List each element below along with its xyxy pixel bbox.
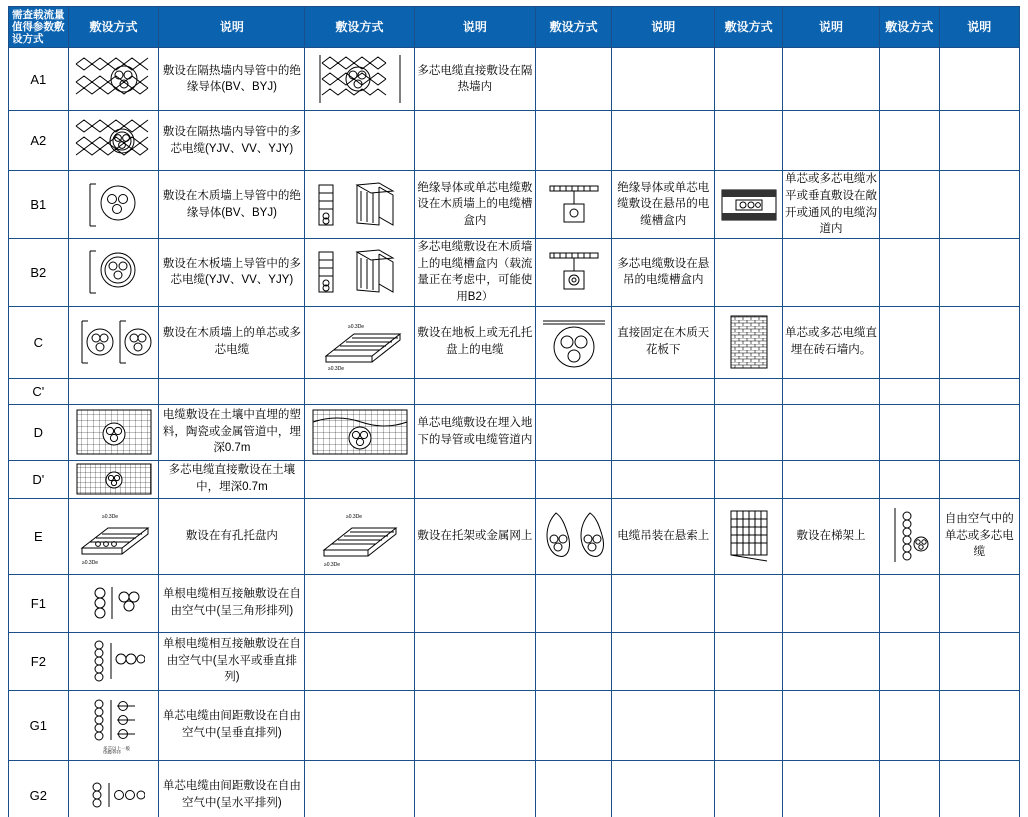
figure-empty <box>879 238 939 306</box>
row-desc-3 <box>783 404 880 460</box>
figure-single-or-multicore-on-wooden-wall <box>68 306 159 378</box>
table-header <box>9 7 1020 48</box>
table-row <box>9 460 1020 498</box>
svg-text:≥0.3De: ≥0.3De <box>327 366 344 373</box>
figure-empty <box>536 404 612 460</box>
row-desc-3: 敷设在梯架上 <box>783 498 880 574</box>
row-desc-4 <box>939 460 1019 498</box>
figure-empty <box>715 574 783 632</box>
figure-cable-trunking-on-wooden-wall <box>305 171 414 239</box>
figure-free-air-single-multicore <box>879 498 939 574</box>
figure-empty <box>715 111 783 171</box>
figure-touching-trefoil-free-air <box>68 574 159 632</box>
row-desc-4 <box>939 378 1019 404</box>
row-desc-3 <box>783 460 880 498</box>
figure-empty <box>305 632 414 690</box>
figure-empty <box>715 460 783 498</box>
figure-single-core-in-buried-duct <box>305 404 414 460</box>
col-header-9: 说明 <box>939 7 1019 48</box>
figure-perforated-tray <box>68 498 159 574</box>
row-desc-1: 多芯电缆敷设在木质墙上的电缆槽盒内（载流量正在考虑中，可能使用B2） <box>414 238 535 306</box>
row-desc-2 <box>612 690 715 760</box>
table-row <box>9 111 1020 171</box>
figure-multicore-cable-in-conduit-in-insulated-wall <box>68 111 159 171</box>
figure-empty <box>879 306 939 378</box>
figure-empty <box>879 111 939 171</box>
row-desc-2 <box>612 48 715 111</box>
figure-empty <box>715 690 783 760</box>
row-code: G1 <box>9 690 69 760</box>
row-desc-4 <box>939 574 1019 632</box>
row-desc-1: 绝缘导体或单芯电缆敷设在木质墙上的电缆槽盒内 <box>414 171 535 239</box>
figure-empty <box>536 690 612 760</box>
table-row <box>9 760 1020 817</box>
row-desc-4 <box>939 48 1019 111</box>
figure-empty <box>879 460 939 498</box>
row-desc-4 <box>939 404 1019 460</box>
figure-ladder-tray <box>715 498 783 574</box>
figure-empty <box>715 238 783 306</box>
figure-direct-buried-in-soil-with-duct <box>68 404 159 460</box>
svg-text:电缆外径: 电缆外径 <box>102 750 121 755</box>
table-row <box>9 378 1020 404</box>
row-desc-2 <box>612 574 715 632</box>
row-desc-1: 敷设在地板上或无孔托盘上的电缆 <box>414 306 535 378</box>
table-row <box>9 632 1020 690</box>
figure-suspended-trunking <box>536 171 612 239</box>
figure-multicore-cable-direct-in-insulated-wall <box>305 48 414 111</box>
row-desc-4 <box>939 171 1019 239</box>
figure-empty <box>879 48 939 111</box>
table-row <box>9 498 1020 574</box>
row-desc-1 <box>414 760 535 817</box>
row-desc-2 <box>612 111 715 171</box>
figure-empty <box>879 574 939 632</box>
figure-empty <box>305 378 414 404</box>
figure-multicore-direct-buried-in-soil <box>68 460 159 498</box>
row-code: F2 <box>9 632 69 690</box>
table-row <box>9 690 1020 760</box>
figure-insulated-conductor-in-conduit-on-wooden-wall <box>68 171 159 239</box>
svg-text:多芯以上一般: 多芯以上一般 <box>102 746 130 752</box>
row-desc-4 <box>939 238 1019 306</box>
row-desc-0: 电缆敷设在土壤中直埋的塑料，陶瓷或金属管道中，埋深0.7m <box>159 404 305 460</box>
table-row <box>9 171 1020 239</box>
row-desc-2: 电缆吊装在悬索上 <box>612 498 715 574</box>
row-desc-1 <box>414 460 535 498</box>
row-desc-0: 单芯电缆由间距敷设在自由空气中(呈垂直排列) <box>159 690 305 760</box>
wiring-methods-table <box>8 6 1020 817</box>
figure-empty <box>68 378 159 404</box>
figure-suspended-trunking-2 <box>536 238 612 306</box>
row-desc-0: 单根电缆相互接触敷设在自由空气中(呈三角形排列) <box>159 574 305 632</box>
figure-touching-flat-free-air <box>68 632 159 690</box>
figure-empty <box>715 404 783 460</box>
corner-header: 需查载流量值得参数敷设方式 <box>9 7 69 48</box>
figure-empty <box>879 632 939 690</box>
row-desc-2 <box>612 378 715 404</box>
figure-suspended-from-catenary <box>536 498 612 574</box>
col-header-1: 说明 <box>159 7 305 48</box>
row-code: G2 <box>9 760 69 817</box>
col-header-4: 敷设方式 <box>536 7 612 48</box>
figure-empty <box>879 378 939 404</box>
svg-text:≥0.3De: ≥0.3De <box>101 514 118 521</box>
figure-empty <box>879 690 939 760</box>
row-desc-3 <box>783 690 880 760</box>
row-desc-0: 单芯电缆由间距敷设在自由空气中(呈水平排列) <box>159 760 305 817</box>
table-row <box>9 306 1020 378</box>
figure-empty <box>715 48 783 111</box>
figure-empty <box>536 460 612 498</box>
row-code: A2 <box>9 111 69 171</box>
col-header-7: 说明 <box>783 7 880 48</box>
row-desc-4 <box>939 111 1019 171</box>
row-desc-0: 敷设在有孔托盘内 <box>159 498 305 574</box>
row-desc-0: 敷设在木板墙上导管中的多芯电缆(YJV、VV、YJY) <box>159 238 305 306</box>
col-header-8: 敷设方式 <box>879 7 939 48</box>
figure-empty <box>536 574 612 632</box>
row-desc-1 <box>414 632 535 690</box>
row-code: F1 <box>9 574 69 632</box>
figure-empty <box>715 760 783 817</box>
row-code: D <box>9 404 69 460</box>
row-desc-2 <box>612 460 715 498</box>
row-desc-3 <box>783 760 880 817</box>
figure-empty <box>715 378 783 404</box>
row-code: A1 <box>9 48 69 111</box>
row-desc-0: 敷设在木质墙上的单芯或多芯电缆 <box>159 306 305 378</box>
col-header-6: 敷设方式 <box>715 7 783 48</box>
row-desc-3 <box>783 574 880 632</box>
figure-cable-trunking-on-wooden-wall-2 <box>305 238 414 306</box>
row-desc-2 <box>612 404 715 460</box>
figure-empty <box>305 460 414 498</box>
figure-empty <box>536 48 612 111</box>
svg-text:≥0.3De: ≥0.3De <box>81 560 98 567</box>
row-desc-0: 单根电缆相互接触敷设在自由空气中(呈水平或垂直排列) <box>159 632 305 690</box>
figure-empty <box>879 760 939 817</box>
row-code: E <box>9 498 69 574</box>
figure-buried-in-brick-wall <box>715 306 783 378</box>
figure-fixed-under-wooden-ceiling <box>536 306 612 378</box>
table-row <box>9 574 1020 632</box>
figure-empty <box>536 632 612 690</box>
row-desc-4: 自由空气中的单芯或多芯电缆 <box>939 498 1019 574</box>
figure-bracket-or-mesh <box>305 498 414 574</box>
col-header-5: 说明 <box>612 7 715 48</box>
row-code: C <box>9 306 69 378</box>
figure-multicore-cable-in-conduit-on-wooden-wall <box>68 238 159 306</box>
figure-empty <box>305 574 414 632</box>
figure-empty <box>305 760 414 817</box>
table-row <box>9 48 1020 111</box>
row-desc-3: 单芯或多芯电缆直埋在砖石墙内。 <box>783 306 880 378</box>
figure-insulated-conductor-in-conduit-in-insulated-wall <box>68 48 159 111</box>
row-desc-4 <box>939 632 1019 690</box>
figure-spaced-horizontal-free-air <box>68 760 159 817</box>
row-desc-3 <box>783 632 880 690</box>
row-code: D' <box>9 460 69 498</box>
table-row <box>9 404 1020 460</box>
row-desc-1 <box>414 690 535 760</box>
col-header-2: 敷设方式 <box>305 7 414 48</box>
row-desc-1 <box>414 378 535 404</box>
figure-empty <box>536 378 612 404</box>
figure-cable-on-tray-unperforated <box>305 306 414 378</box>
row-desc-0: 敷设在隔热墙内导管中的绝缘导体(BV、BYJ) <box>159 48 305 111</box>
row-desc-2 <box>612 632 715 690</box>
row-desc-2: 多芯电缆敷设在悬吊的电缆槽盒内 <box>612 238 715 306</box>
figure-empty <box>715 632 783 690</box>
row-desc-1: 多芯电缆直接敷设在隔热墙内 <box>414 48 535 111</box>
figure-empty <box>879 171 939 239</box>
row-desc-1 <box>414 111 535 171</box>
col-header-3: 说明 <box>414 7 535 48</box>
row-desc-0: 敷设在隔热墙内导管中的多芯电缆(YJV、VV、YJY) <box>159 111 305 171</box>
figure-empty <box>536 111 612 171</box>
row-desc-0: 多芯电缆直接敷设在土壤中，埋深0.7m <box>159 460 305 498</box>
row-code: B2 <box>9 238 69 306</box>
row-code: B1 <box>9 171 69 239</box>
figure-spaced-vertical-free-air <box>68 690 159 760</box>
table-row <box>9 238 1020 306</box>
row-desc-4 <box>939 690 1019 760</box>
row-desc-2: 直接固定在木质天花板下 <box>612 306 715 378</box>
col-header-0: 敷设方式 <box>68 7 159 48</box>
row-desc-4 <box>939 306 1019 378</box>
row-desc-0 <box>159 378 305 404</box>
figure-cable-trench-open-ventilated <box>715 171 783 239</box>
row-desc-3 <box>783 238 880 306</box>
row-desc-2 <box>612 760 715 817</box>
figure-empty <box>305 690 414 760</box>
row-desc-2: 绝缘导体或单芯电缆敷设在悬吊的电缆槽盒内 <box>612 171 715 239</box>
svg-text:≥0.3De: ≥0.3De <box>323 562 340 569</box>
row-desc-4 <box>939 760 1019 817</box>
table-body <box>9 48 1020 817</box>
header-row <box>9 7 1020 48</box>
row-desc-0: 敷设在木质墙上导管中的绝缘导体(BV、BYJ) <box>159 171 305 239</box>
figure-empty <box>879 404 939 460</box>
row-desc-3 <box>783 111 880 171</box>
row-desc-3 <box>783 378 880 404</box>
svg-text:≥0.3De: ≥0.3De <box>345 514 362 521</box>
row-desc-3 <box>783 48 880 111</box>
figure-empty <box>536 760 612 817</box>
row-desc-1: 单芯电缆敷设在埋入地下的导管或电缆管道内 <box>414 404 535 460</box>
figure-empty <box>305 111 414 171</box>
svg-text:≥0.3De: ≥0.3De <box>347 324 364 331</box>
row-desc-1: 敷设在托架或金属网上 <box>414 498 535 574</box>
row-desc-1 <box>414 574 535 632</box>
row-code: C' <box>9 378 69 404</box>
row-desc-3: 单芯或多芯电缆水平或垂直敷设在敞开或通风的电缆沟道内 <box>783 171 880 239</box>
